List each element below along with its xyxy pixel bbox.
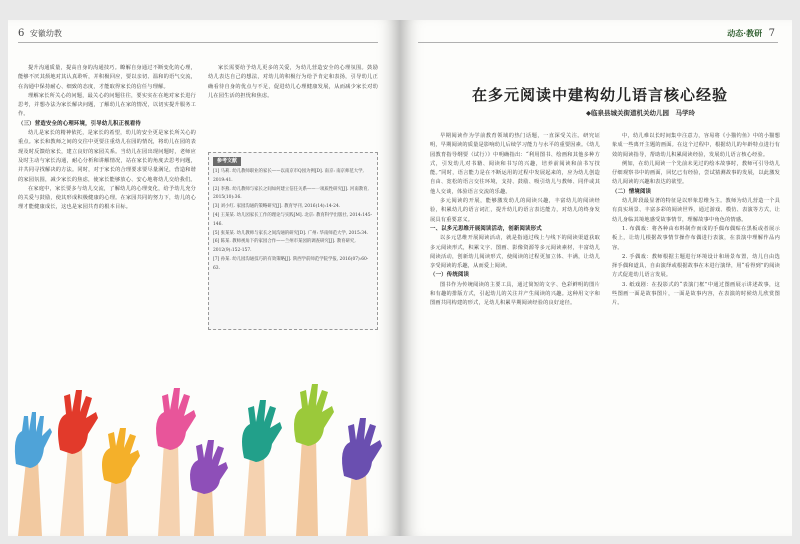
arm-8 [346,472,368,536]
section-heading: （一）传统阅读 [430,272,470,279]
left-page-number: 6 [18,28,25,39]
paragraph: 家长需要给予幼儿更多的关爱，为幼儿营造安全的心理氛围。鼓励幼儿表达自己的想法，对幼儿的积极行为给予肯定和表扬，引导幼儿正确看待自身的优点与不足，促进幼儿心理健康发展，从而减少家长对幼儿在园生活的担忧和焦虑。 [208,65,378,99]
paragraph: 理解家长所关心的问题，最关心的问题往往，要实实在在地对家长进行思考，并想办法为家长解决问题，了解幼儿在家的情况，以切实提升服务工作。 [18,92,196,118]
arm-6 [244,454,266,536]
orange-hand [102,428,140,484]
paragraph: 以多元思维开展阅读活动，就是指通过线上与线下的阅读渠道获取多元阅读形式，积累文字、图画、影像资源等多元阅读素材，丰富幼儿阅读活动，创新幼儿阅读形式，使阅读的过程更加立体、丰满，让幼儿享受阅读的乐趣，从而爱上阅读。 [430,235,600,270]
right-column-2 [612,132,780,522]
paragraph: 图书作为传统阅读的主要工具，通过简短的文字、色彩鲜明的图片和有趣的排版方式，引起幼儿的关注并产生阅读的兴趣。这种用文字和图画共同构建的形式，足幼儿积累早期阅读经验的良好途径。 [430,281,600,307]
reference-item: [1] 马莉. 幼儿教师职业的家长——以南京市Q园为例[D]. 南京: 南京师范大学, 2019:41. [213,169,364,183]
paragraph: 多元阅读的开展，能够激发幼儿的阅读兴趣，丰富幼儿的阅读经验，积累幼儿的语言词汇，提升幼儿的语言表达能力，对幼儿的终身发展具有重要意义。 [430,198,600,223]
right-page [400,20,792,536]
paragraph: 中，幼儿难以长时间集中注意力，容易将《小猫钓鱼》中的小猫想象成一些离开主题的画面。在这个过程中，根据幼儿的年龄特点进行有效的阅读指导，帮助幼儿积累阅读经验，发展幼儿语言核心经验。 [612,133,780,158]
pink-hand [156,388,196,450]
paragraph: 早期阅读作为学前教育领域的热门话题，一直深受关注。研究证明，早期阅读的质量是影响幼儿后续学习能力与水平的重要因素。《幼儿园教育指导纲要（试行）》中明确指出：“利用图书、绘画和其他多种方式，引发幼儿对书籍、阅读和书写的兴趣，培养前阅读和前书写技能。”同时，语言能力是在不断运用的过程中发展起来的，应为幼儿创造自由、宽松的语言交往环境，支持、鼓励、吸引幼儿与教师、同伴或其他人交谈，体验语言交流的乐趣。 [430,133,600,195]
reference-item: [2] 李燕. 幼儿教师与家长之间如何建立信任关系——一项质性研究[J]. 河南教育, 2015(10):36. [213,186,369,201]
paragraph: 幼儿是家长的精神依托，是家长的希望，幼儿的安全更是家长所关心的重点。家长和教师之间的交往中更要注重幼儿在园的情况，将幼儿在园的表现及时反馈给家长，建立良好的家园关系。当幼儿在园出现问题时，老师应及时主动与家长沟通，耐心分析和讲解情况，站在家长的角度去思考问题，并共同寻找解决的方法。同时，对于家长的合理要求要尽量满足，营造和谐的家园氛围，减少家长的焦虑，使家长能够放心、安心地将幼儿交给我们。 [18,130,196,183]
arm-1 [18,461,42,536]
magazine-spread [8,20,792,536]
arm-3 [106,476,128,536]
right-column-1 [430,132,600,522]
article-author: ◆临泉县城关街道机关幼儿园 马学玲 [586,109,695,117]
red-hand [58,390,98,454]
article-title: 在多元阅读中建构幼儿语言核心经验 [472,86,729,104]
arm-4 [158,442,180,536]
reference-item: [6] 陈某. 教师视角下的家园合作——兰州市某园的调查研究[J]. 教育研究, 2012(9):152-157. [213,239,356,254]
reference-item: [5] 张某某. 幼儿教师与家长之间沟通的研究[D]. 广州: 华南师范大学, 2015:34. [213,230,369,236]
paragraph: 在家庭中，家长要多与幼儿交流，了解幼儿的心理变化，给予幼儿充分的关爱与鼓励，使其形成积极健康的心理。在家园共同的努力下，幼儿的心理才能健康成长，这也是家园共育的根本目标。 [18,185,196,211]
references-label: 参考文献 [213,157,241,166]
paragraph: 1. 布偶戏：将各种由布料制作而成的手偶布偶贴在黑板或者展示板上，让幼儿根据故事情节操作布偶进行表演，在表演中理解作品内容。 [612,225,780,251]
teal-hand [242,400,282,462]
reference-item: [7] 孙某. 幼儿园沟通技巧的有效策略[J]. 陕西学前师范学院学报, 2016(07):60-63. [213,256,369,271]
section-heading: （三）营造安全的心理环境，引导幼儿积正视看待 [18,120,141,127]
paragraph: 2. 手偶戏：教师根据主题进行环境设计和场景布置，幼儿自由选择手偶和道具，自由演绎或根据故事在本进行演绎，用“看得到”的阅读方式促进幼儿语言发展。 [612,253,780,279]
violet-hand [342,418,382,480]
right-page-header [727,28,778,39]
left-header-rule [18,42,378,43]
arm-2 [60,446,84,536]
section-heading: （二）情境阅读 [612,188,652,195]
right-page-number: 7 [768,28,775,39]
reference-item: [3] 刘小红. 家园沟通的策略研究[J]. 教育导刊, 2016(14):14-24. [213,204,341,210]
left-page-header [18,28,62,39]
left-section-title: 安徽幼教 [29,29,62,38]
arm-7 [296,438,318,536]
colorful-hands-illustration [8,376,400,536]
references-box [208,152,378,330]
blue-hand [15,412,52,468]
paragraph: 幼儿阶段最显著的特征是以形象思维为主。教师为幼儿营造一个具有真实场景、丰富多彩的阅读世界，通过游戏、模仿、表演等方式，让幼儿身临其境地感受故事情节，理解故事中角色的情感。 [612,198,780,223]
left-column-1 [18,64,196,394]
paragraph: 3. 纸戏剧：在投影式的“表演门框”中通过图画展示讲述故事，这些图画一面是故事图片，一面是故事内容，在表演的时候幼儿欣赏图片。 [612,281,780,307]
paragraph: 提升沟通质量，提高自身的沟通技巧。瞭解自身通过不断变化的心理，能够不厌其烦地对其认真聆听，并积极回应，要以亲切、温和的语气交流，在沟通中保持耐心、细致的态度，才能取得家长的信任与理解。 [18,65,196,90]
section-heading: 一、以多元思维开展阅读活动，创新阅读形式 [430,225,542,232]
references-list [213,168,373,274]
left-page [8,20,400,536]
right-header-rule [418,42,778,43]
right-brand: 动态·教研 [727,28,763,38]
purple-hand [190,440,228,494]
paragraph: 例如，在幼儿阅读一个先前未见过的绘本故事时，教师可引导幼儿仔细观察书中的画面，回忆已有经验，尝试猜测故事的发展，以此激发幼儿阅读的兴趣和表达的欲望。 [612,160,780,186]
green-hand [294,384,334,446]
left-column-2 [208,64,378,148]
reference-item: [4] 王某某. 幼儿园家长工作的理论与实践[M]. 北京: 教育科学出版社, 2014:145-146. [213,212,373,227]
